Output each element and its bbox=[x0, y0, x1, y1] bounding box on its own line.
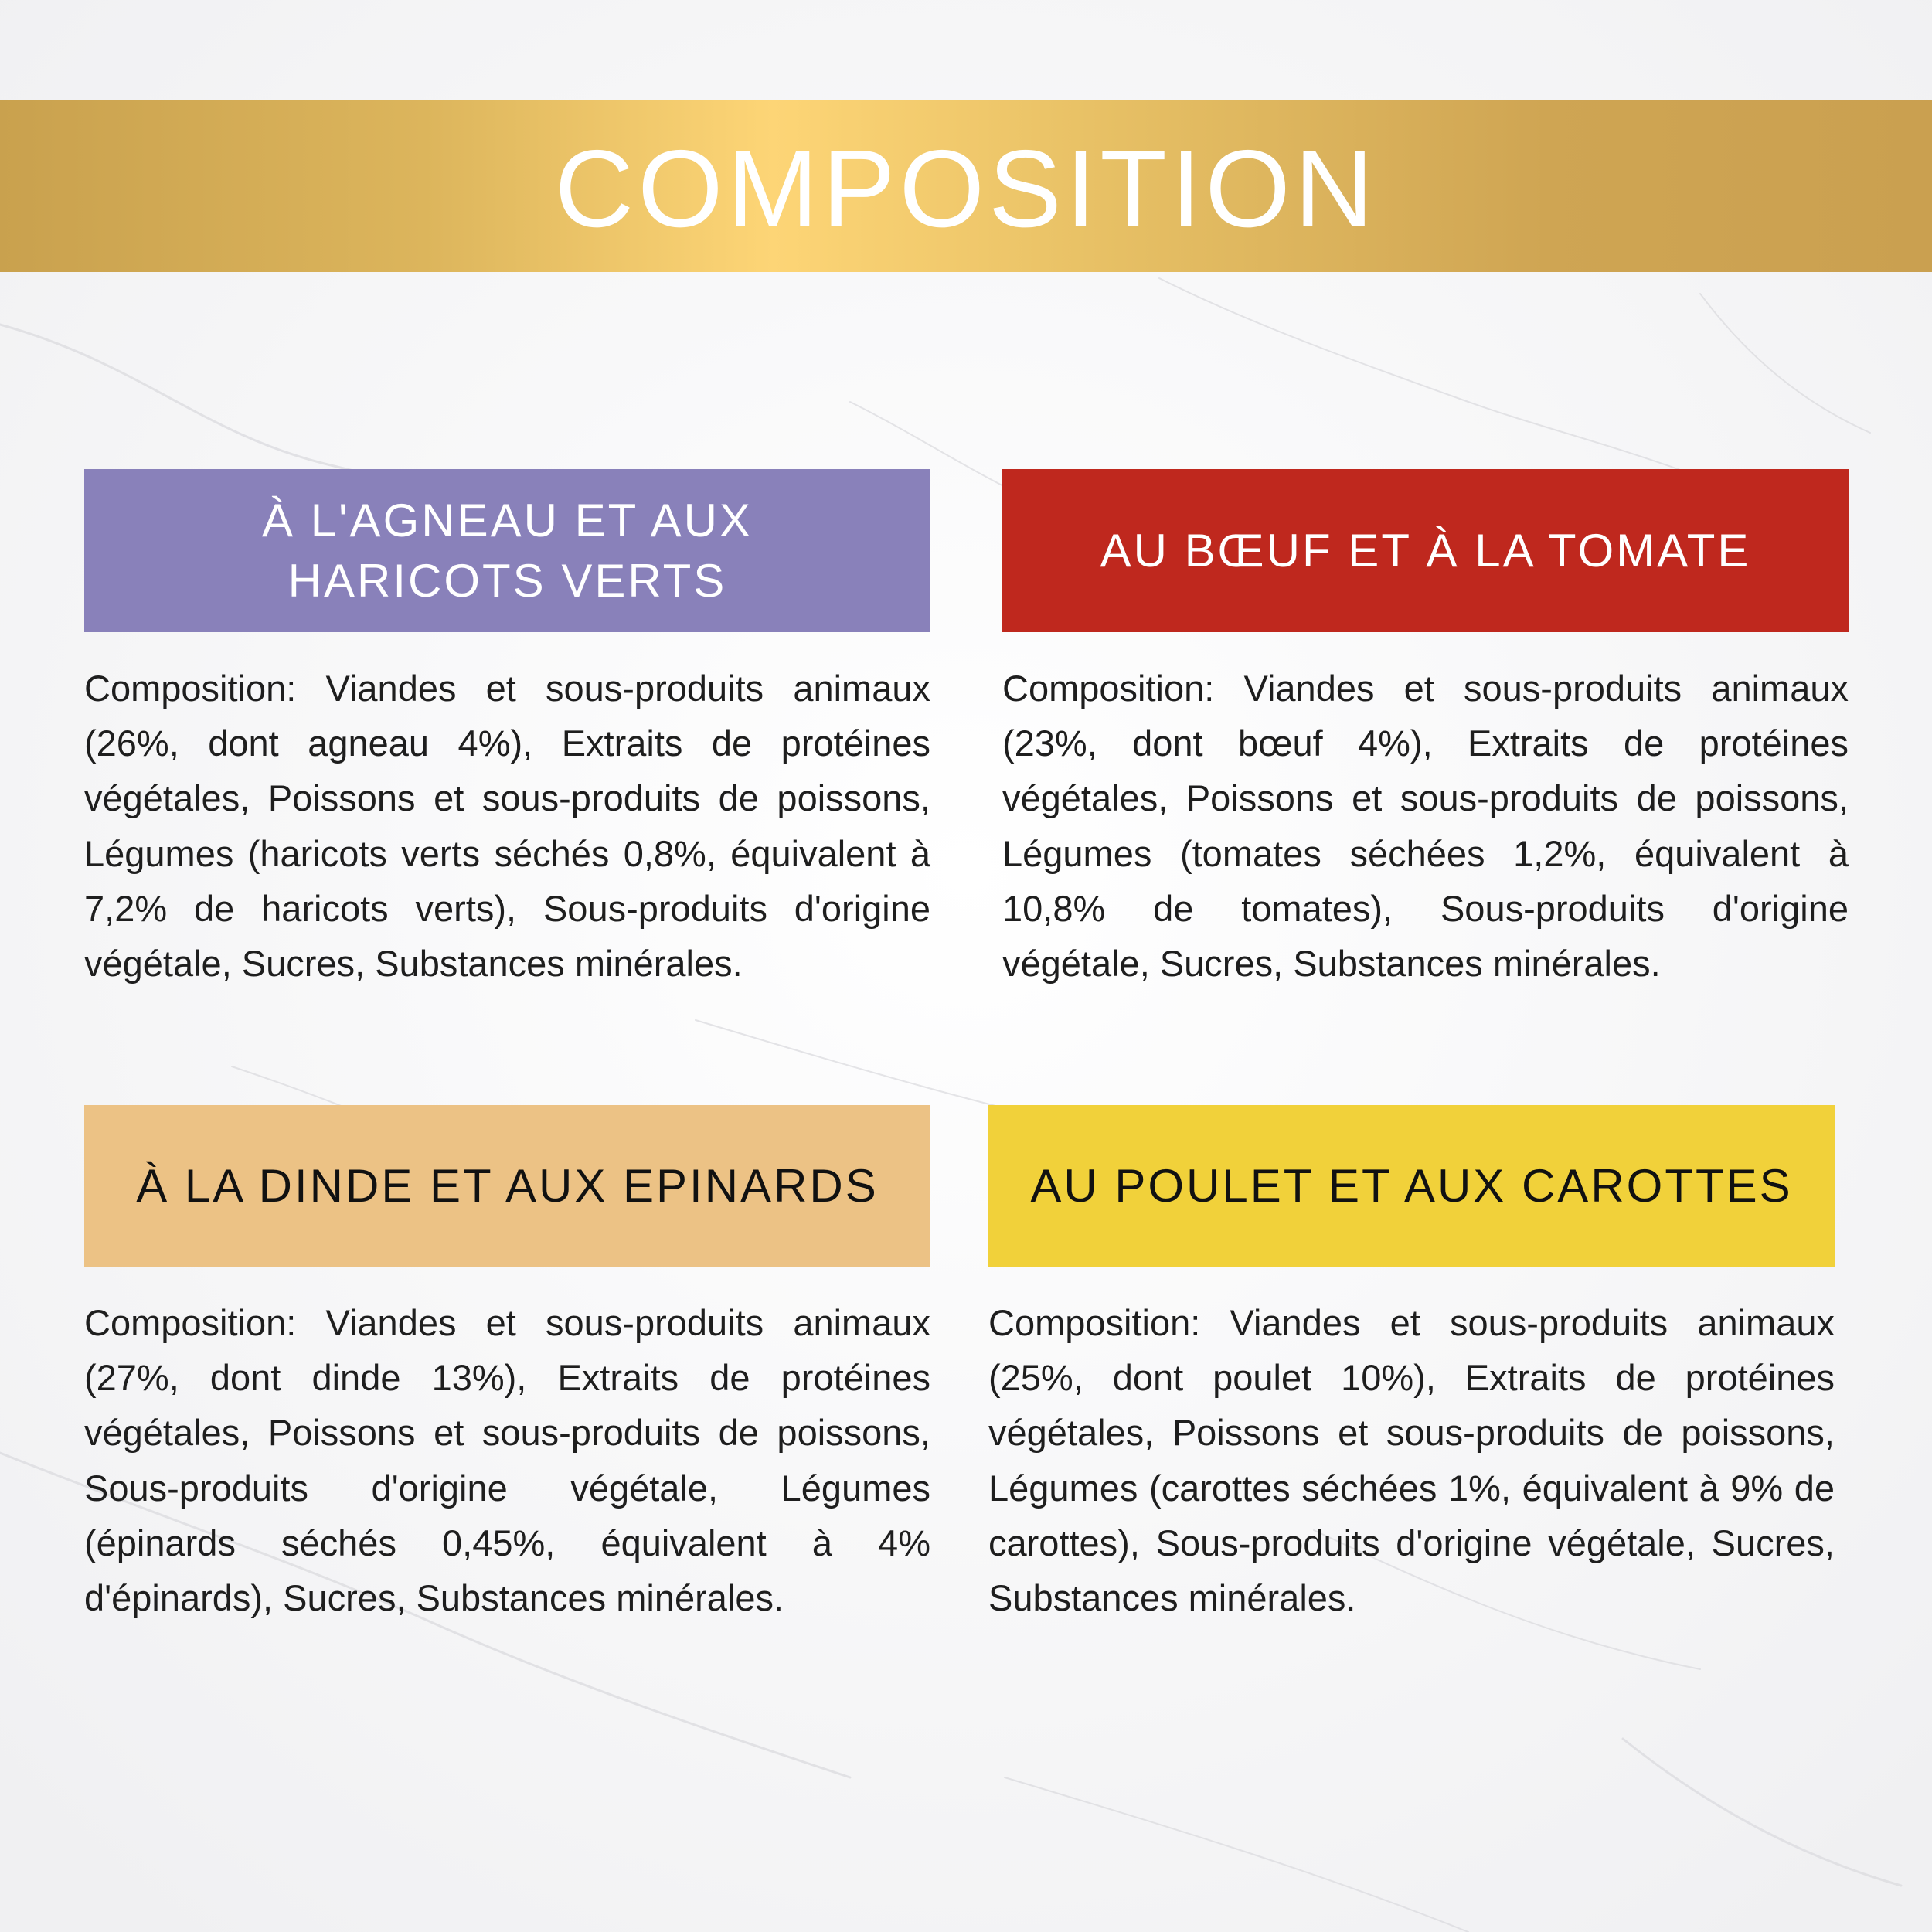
beef-tomato-header bbox=[1002, 469, 1849, 632]
lamb-title-line2: HARICOTS VERTS bbox=[287, 554, 727, 607]
chicken-composition-text: Composition: Viandes et sous-produits animaux (25%, dont poulet 10%), Extraits de protéines végétales, Poissons et sous-produits de poissons, Légumes (carottes séchées 1%, équivalent à 9% de carottes), Sous-produits d'origine végétale, Sucres, Substances minérales. bbox=[988, 1302, 1835, 1619]
turkey-spinach-header bbox=[84, 1105, 930, 1267]
chicken-carrot-header bbox=[988, 1105, 1835, 1267]
chicken-title: AU POULET ET AUX CAROTTES bbox=[1030, 1160, 1793, 1212]
lamb-green-beans-header bbox=[84, 469, 930, 632]
lamb-title-line1: À L'AGNEAU ET AUX bbox=[262, 494, 753, 546]
page-title: COMPOSITION bbox=[554, 128, 1378, 250]
lamb-composition-text: Composition: Viandes et sous-produits animaux (26%, dont agneau 4%), Extraits de protéines végétales, Poissons et sous-produits de poissons, Légumes (haricots verts séchés 0,8%, équivalent à 7,2% de haricots verts), Sous-produits d'origine végétale, Sucres, Substances minérales. bbox=[84, 668, 930, 985]
turkey-composition-text: Composition: Viandes et sous-produits animaux (27%, dont dinde 13%), Extraits de protéines végétales, Poissons et sous-produits de poissons, Sous-produits d'origine végétale, Légumes (épinards séchés 0,45%, équivalent à 4% d'épinards), Sucres, Substances minérales. bbox=[84, 1302, 930, 1619]
beef-composition-text: Composition: Viandes et sous-produits animaux (23%, dont bœuf 4%), Extraits de protéines végétales, Poissons et sous-produits de poissons, Légumes (tomates séchées 1,2%, équivalent à 10,8% de tomates), Sous-produits d'origine végétale, Sucres, Substances minérales. bbox=[1002, 668, 1849, 985]
turkey-title: À LA DINDE ET AUX EPINARDS bbox=[136, 1160, 879, 1212]
composition-banner bbox=[0, 100, 1932, 272]
beef-title: AU BŒUF ET À LA TOMATE bbox=[1100, 524, 1751, 577]
